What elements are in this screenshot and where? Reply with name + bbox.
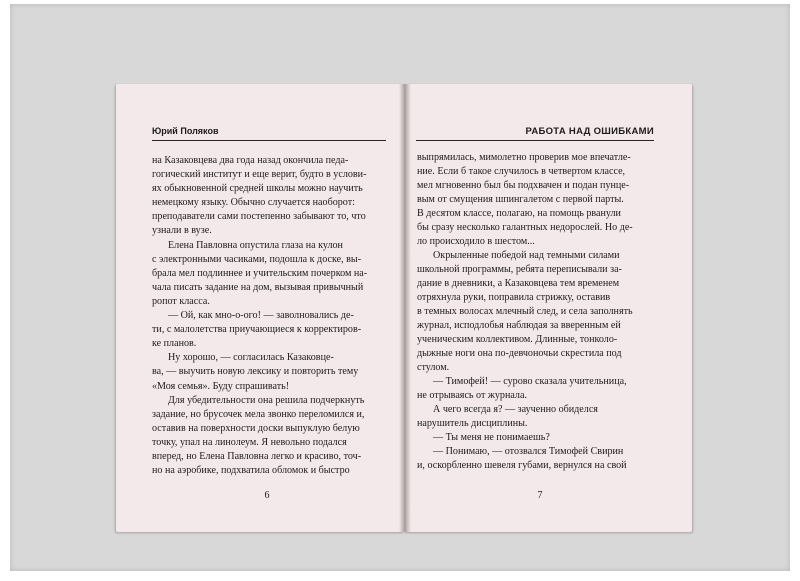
right-page-number: 7 — [537, 490, 543, 501]
text-line: ние. Если б такое случилось в четвертом классе, — [417, 166, 626, 177]
text-line: но на аэробике, подхватила обломок и быстро — [152, 465, 350, 477]
text-line: стулом. — [417, 362, 450, 373]
text-line: не отрываясь от журнала. — [417, 390, 527, 401]
text-line: — Ты меня не понимаешь? — [433, 432, 550, 443]
left-page-number: 6 — [264, 490, 270, 501]
text-line: ученическим коллективом. Длинные, тонколо- — [417, 334, 618, 345]
text-line: Елена Павловна опустила глаза на кулон — [168, 239, 343, 251]
text-line: с электронными часиками, подошла к доске, вы- — [152, 253, 362, 265]
book-gutter — [399, 84, 411, 532]
text-line: ва, — выучить новую лексику и повторить тему — [152, 366, 359, 378]
text-line: ях обыкновенной средней школы можно научить — [152, 183, 363, 195]
text-line: бы сразу несколько галантных недорослей. Но де- — [417, 222, 633, 233]
text-line: ло происходило в шестом... — [417, 236, 535, 247]
text-line: нарушитель дисциплины. — [417, 418, 528, 429]
text-line: на Казаковцева два года назад окончила педа- — [152, 155, 349, 166]
text-line: ти, с малолетства приучающиеся к корректиров- — [152, 324, 362, 336]
text-line: узнали в вузе. — [152, 225, 212, 237]
text-line: брала мел подлиннее и учительским почерком на- — [152, 267, 368, 279]
text-line: немецкому языку. Обычно случается наоборот: — [152, 197, 355, 209]
text-line: отряхнула руки, поправила стрижку, оставив — [417, 292, 611, 303]
text-line: дыжные ноги она по-девчоночьи скрестила под — [417, 348, 622, 359]
text-line: в темных волосах млечный след, и села заполнять — [417, 306, 633, 317]
text-line: преподаватели сами постепенно забывают то, что — [152, 211, 366, 223]
text-line: В десятом классе, полагаю, на помощь рванули — [417, 208, 621, 219]
text-line: ке планов. — [152, 338, 197, 350]
text-line: Для убедительности она решила подчеркнуть — [168, 394, 365, 406]
text-line: «Моя семья». Буду спрашивать! — [152, 380, 290, 392]
text-line: Окрыленные победой над темными силами — [433, 250, 620, 261]
text-line: вперед, но Елена Павловна легко и красиво, точ- — [152, 450, 362, 462]
text-line: задание, но брусочек мела звонко переломился и, — [152, 408, 365, 420]
text-line: — Понимаю, — отозвался Тимофей Свирин — [433, 446, 624, 457]
text-line: школьной программы, ребята переписывали за- — [417, 264, 622, 275]
left-page — [116, 84, 404, 532]
open-book — [116, 84, 694, 534]
text-line: выпрямилась, мимолетно проверив мое впечатле- — [417, 152, 631, 163]
text-line: журнал, исподлобья наблюдая за вверенным ей — [417, 320, 621, 331]
text-line: точку, упал на линолеум. Я невольно подался — [152, 436, 347, 448]
left-running-header: Юрий Поляков — [152, 126, 386, 141]
text-line: оставив на поверхности доски выпуклую белую — [152, 422, 360, 434]
text-line: — Тимофей! — сурово сказала учительница, — [433, 376, 627, 387]
text-line: ропот класса. — [152, 295, 210, 307]
left-page-text — [152, 154, 386, 478]
text-line: вым от смущения шпингалетом с первой парты. — [417, 194, 624, 205]
text-line: дание в дневники, а Казаковцева тем временем — [417, 278, 620, 289]
right-page-text — [417, 151, 657, 473]
text-line: А чего всегда я? — заученно обиделся — [433, 404, 598, 415]
text-line: чала писать задание на дом, вызывая привычный — [152, 281, 364, 293]
text-line: и, оскорбленно шевеля губами, вернулся на свой — [417, 460, 627, 471]
right-running-header: РАБОТА НАД ОШИБКАМИ — [416, 126, 654, 141]
text-line: гогический институт и еще верит, будто в услови- — [152, 169, 367, 181]
text-line: мел мгновенно был бы подхвачен и подан пунце- — [417, 180, 630, 191]
right-page — [404, 84, 692, 532]
text-line: Ну хорошо, — согласилась Казаковце- — [168, 352, 334, 364]
text-line: — Ой, как мно-о-ого! — заволновались де- — [168, 310, 354, 322]
